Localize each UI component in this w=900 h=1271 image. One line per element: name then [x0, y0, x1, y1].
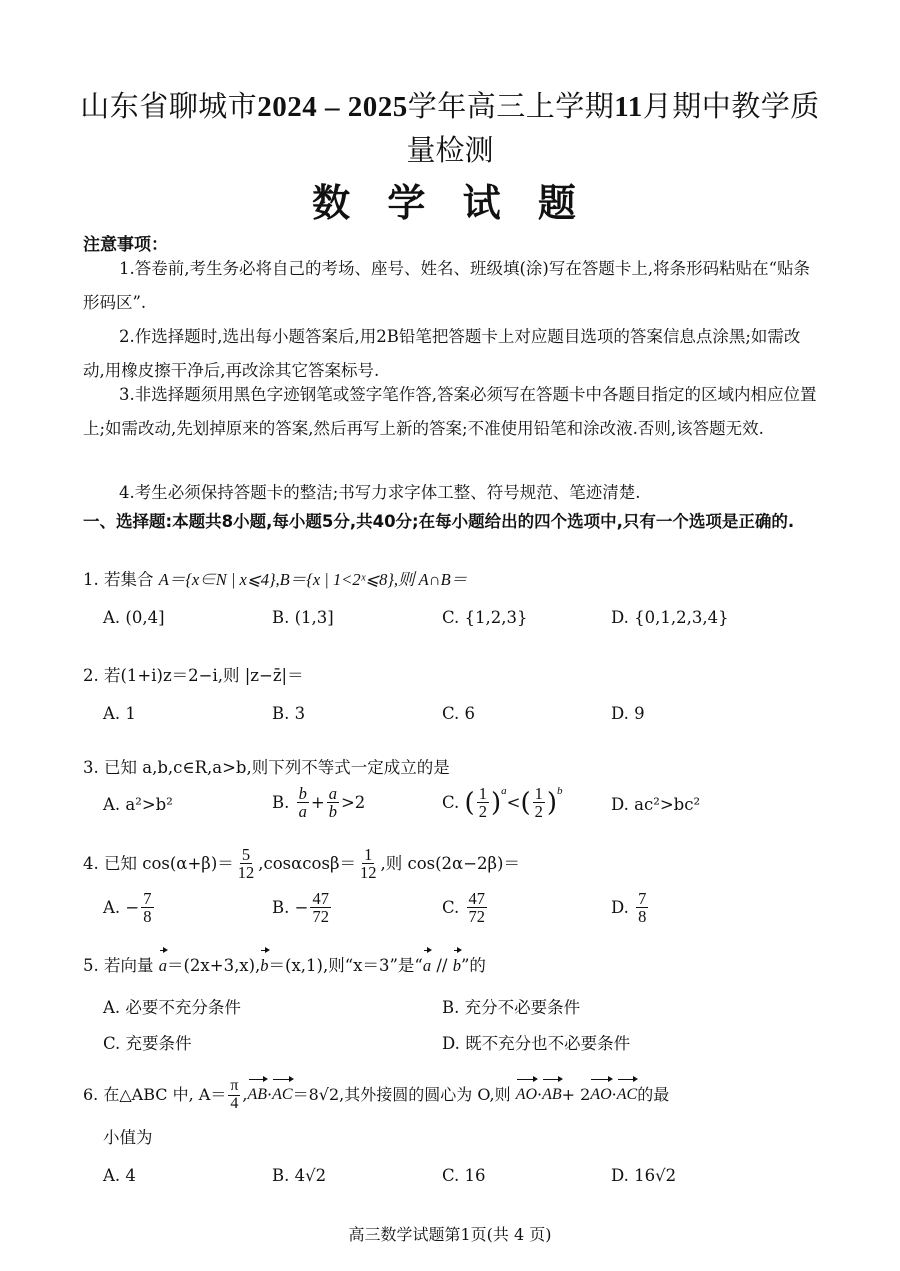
exponent-a: a	[501, 785, 507, 797]
denominator: 8	[143, 907, 152, 927]
q5-option-b: B. 充分不必要条件	[442, 998, 581, 1017]
option-label: A.	[103, 898, 121, 918]
q3-c-label: C.	[442, 793, 460, 813]
q6-option-c: C. 16	[442, 1166, 486, 1185]
q5-eq1: ＝(2x+3,x),	[167, 956, 261, 975]
notice-item-4: 4.考生必须保持答题卡的整洁;书写力求字体工整、符号规范、笔迹清楚.	[119, 483, 641, 502]
question-2-stem: 2. 若(1+i)z＝2−i,则 |z−z̄|＝	[83, 666, 304, 685]
title-month: 11	[614, 91, 643, 123]
vector-a: a	[423, 952, 431, 980]
plus-sign: +	[310, 793, 325, 813]
plus-two: + 2	[561, 1085, 591, 1105]
minus-sign: −	[294, 898, 309, 918]
q3-option-a: A. a²>b²	[103, 795, 173, 814]
q3-option-d: D. ac²>bc²	[611, 795, 701, 814]
q4-text-pre: 4. 已知 cos(α+β)＝	[83, 853, 234, 873]
q6-option-a: A. 4	[103, 1166, 136, 1185]
q1-math: A＝{x∈N | x⩽4},B＝{x | 1<2ˣ⩽8},则 A∩B＝	[158, 570, 468, 589]
denominator: 2	[534, 802, 543, 822]
fraction	[636, 890, 648, 926]
question-6-stem	[83, 1078, 823, 1113]
numerator: 5	[241, 845, 251, 864]
denominator: b	[328, 802, 337, 822]
vector-a: a	[159, 952, 167, 980]
fraction-a-over-b	[327, 785, 339, 821]
page-footer: 高三数学试题第1页(共 4 页)	[348, 1225, 552, 1244]
denominator: 72	[312, 907, 329, 927]
denominator: a	[298, 802, 307, 822]
numerator: 47	[312, 889, 329, 908]
numerator: 1	[364, 845, 373, 864]
numerator: 47	[468, 889, 486, 908]
numerator: 7	[143, 889, 152, 908]
section-heading-choice: 一、选择题:本题共8小题,每小题5分,共40分;在每小题给出的四个选项中,只有一个选项是正确的.	[83, 512, 795, 531]
q4-option-d	[611, 890, 650, 926]
q6-option-b: B. 4√2	[272, 1166, 327, 1185]
subject-title: 数 学 试 题	[312, 180, 588, 225]
q3-b-rhs: >2	[340, 793, 366, 813]
paren-close: )	[490, 787, 502, 818]
option-label: B.	[272, 898, 290, 918]
q5-option-a: A. 必要不充分条件	[103, 998, 241, 1017]
q3-option-c	[442, 785, 563, 821]
q1-option-c: C. {1,2,3}	[442, 608, 528, 627]
vector-b: b	[260, 952, 268, 980]
fraction	[467, 890, 488, 926]
option-label: D.	[611, 898, 629, 918]
fraction-half	[477, 785, 489, 821]
question-3-stem: 3. 已知 a,b,c∈R,a>b,则下列不等式一定成立的是	[83, 758, 450, 777]
fraction	[310, 890, 331, 926]
q4-option-a	[103, 890, 156, 926]
paren-open: (	[520, 787, 531, 818]
q4-option-b	[272, 890, 333, 926]
fraction-b-over-a	[297, 785, 309, 821]
notice-item-1: 1.答卷前,考生务必将自己的考场、座号、姓名、班级填(涂)写在答题卡上,将条形码粘贴在“贴条形码区”.	[83, 259, 811, 312]
vector-ac: AC	[272, 1081, 292, 1109]
q5-text-pre: 5. 若向量	[83, 956, 154, 975]
title-tail: 月期中教学质	[642, 89, 820, 123]
denominator: 12	[359, 863, 377, 883]
less-than: <	[506, 793, 521, 813]
title-term: 学年高三上学期	[407, 89, 615, 123]
q2-option-a: A. 1	[103, 704, 136, 723]
q1-option-b: B. (1,3]	[272, 608, 334, 627]
paren-close: )	[546, 787, 557, 818]
q5-text-post: ”的	[460, 956, 486, 975]
vector-ao: AO	[590, 1081, 611, 1109]
q3-b-label: B.	[272, 793, 290, 813]
question-1-stem	[83, 566, 823, 594]
numerator: a	[328, 784, 337, 803]
q2-option-c: C. 6	[442, 704, 476, 723]
denominator: 2	[478, 802, 487, 822]
title-region: 山东省聊城市	[80, 89, 258, 123]
q1-option-d: D. {0,1,2,3,4}	[611, 608, 729, 627]
denominator: 4	[230, 1094, 239, 1112]
q1-number: 1.	[83, 570, 99, 589]
vector-b: b	[453, 952, 461, 980]
question-4-stem	[83, 846, 823, 882]
vector-ao: AO	[516, 1081, 537, 1109]
denominator: 12	[237, 863, 255, 883]
option-label: C.	[442, 898, 460, 918]
notice-item-2: 2.作选择题时,选出每小题答案后,用2B铅笔把答题卡上对应题目选项的答案信息点涂黑;如需改动,用橡皮擦干净后,再改涂其它答案标号.	[83, 327, 801, 380]
notice-heading: 注意事项：	[83, 235, 168, 255]
notice-item-3: 3.非选择题须用黑色字迹钢笔或签字笔作答,答案必须写在答题卡中各题目指定的区域内相应位置上;如需改动,先划掉原来的答案,然后再写上新的答案;不准使用铅笔和涂改液.否则,该答题无效.	[83, 385, 817, 438]
dot-operator: ·	[611, 1085, 617, 1105]
fraction-half	[533, 785, 545, 821]
q1-text: 若集合	[104, 570, 154, 589]
numerator: 1	[478, 784, 487, 803]
denominator: 8	[638, 907, 647, 927]
numerator: π	[230, 1077, 239, 1094]
fraction	[141, 890, 153, 926]
q6-option-d: D. 16√2	[611, 1166, 677, 1185]
fraction-pi-4	[228, 1078, 240, 1113]
q5-option-c: C. 充要条件	[103, 1034, 192, 1053]
q1-option-a: A. (0,4]	[103, 608, 165, 627]
q5-option-d: D. 既不充分也不必要条件	[442, 1034, 631, 1053]
q4-text-post: ,则 cos(2α−2β)＝	[380, 853, 520, 873]
exponent-b: b	[557, 785, 563, 797]
paren-open: (	[464, 787, 475, 818]
q6-value: ＝8√2	[292, 1085, 340, 1105]
q4-option-c	[442, 890, 489, 926]
fraction-5-12	[236, 846, 257, 882]
vector-ac: AC	[617, 1081, 637, 1109]
numerator: b	[298, 784, 307, 803]
fraction-1-12	[358, 846, 379, 882]
vector-ab: AB	[542, 1081, 562, 1109]
numerator: 1	[534, 784, 543, 803]
exam-title-line1	[0, 84, 900, 125]
exam-title-line2: 量检测	[406, 133, 494, 167]
question-5-stem	[83, 952, 823, 980]
title-years: 2024 – 2025	[257, 91, 408, 123]
dot-operator: ·	[537, 1085, 543, 1105]
q6-text-pre: 6. 在△ABC 中, A＝	[83, 1085, 227, 1105]
minus-sign: −	[125, 898, 140, 918]
q5-eq2: ＝(x,1),则“x＝3”是“	[268, 956, 423, 975]
q6-text-end: 的最	[637, 1085, 670, 1105]
q3-option-b	[272, 785, 365, 821]
question-6-stem-line2: 小值为	[103, 1128, 153, 1147]
numerator: 7	[638, 889, 647, 908]
q4-text-mid: ,cosαcosβ＝	[258, 853, 356, 873]
q2-option-b: B. 3	[272, 704, 306, 723]
denominator: 72	[468, 907, 486, 927]
q2-option-d: D. 9	[611, 704, 645, 723]
q6-text-mid: ,其外接圆的圆心为 O,则	[339, 1085, 511, 1105]
dot-operator: ·	[267, 1085, 273, 1105]
vector-ab: AB	[248, 1081, 268, 1109]
parallel-sign: //	[431, 956, 453, 975]
comma: ,	[242, 1085, 248, 1105]
